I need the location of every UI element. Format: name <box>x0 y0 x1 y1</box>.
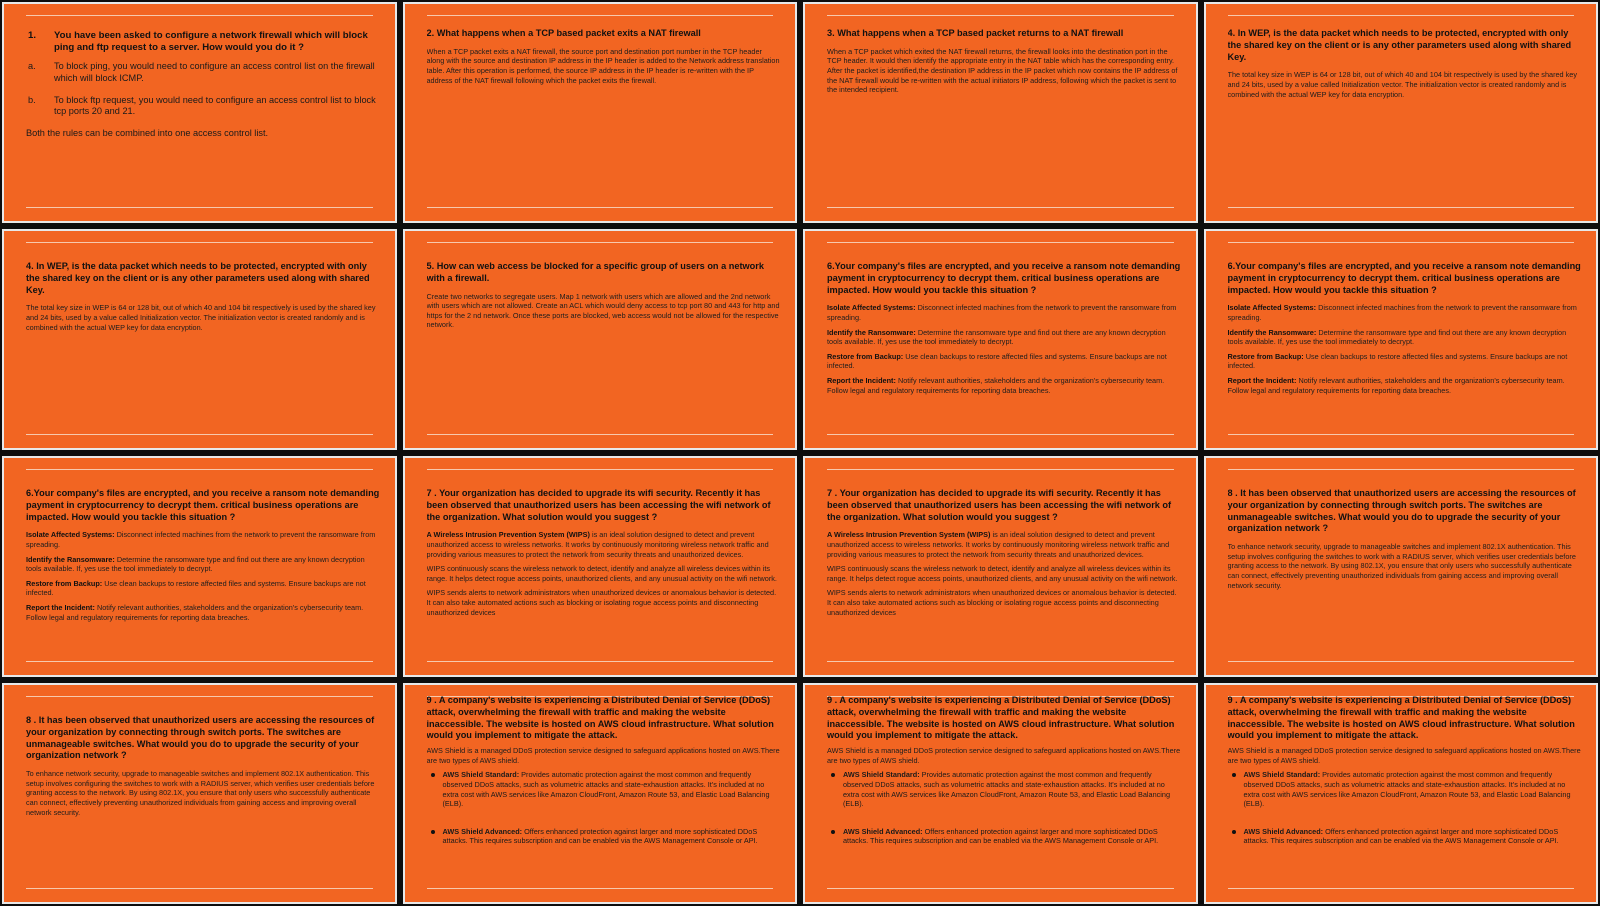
slide-title: 5. How can web access be blocked for a specific group of users on a network with a firewall. <box>426 261 764 283</box>
point-4: Report the Incident: Notify relevant authorities, stakeholders and the organization's cybersecurity team. Follow legal and regulatory requirements for reporting data breaches. <box>827 375 1165 395</box>
slide-body: To enhance network security, upgrade to manageable switches and implement 802.1X authentication. This setup involves configuring the switches to work with a RADIUS server, which verifies user credentials before granting access to the network. By using 802.1X, you ensure that only users who successfully authenticate can connect, effectively preventing unauthorized individuals from gaining access and improving overall network security. <box>26 769 375 817</box>
slide-title: 2. What happens when a TCP based packet exits a NAT firewall <box>426 28 701 38</box>
slide-title: 6.Your company's files are encrypted, and you receive a ransom note demanding payment in cryptocurrency to decrypt them. critical business operations are impacted. How would you tackle this situation ? <box>827 261 1181 295</box>
bottom-rule <box>827 434 1174 435</box>
bottom-rule <box>827 661 1174 662</box>
top-rule <box>427 242 774 243</box>
bottom-rule <box>427 888 774 889</box>
bullet-2: AWS Shield Advanced: Offers enhanced protection against larger and more sophisticated DDoS attacks. This requires subscription and can be enabled via the AWS Management Console or API. <box>1228 827 1583 846</box>
slide-intro: AWS Shield is a managed DDoS protection service designed to safeguard applications hosted on AWS.There are two types of AWS shield. <box>426 746 780 765</box>
top-rule <box>26 242 373 243</box>
top-rule <box>827 469 1174 470</box>
bullet-1: AWS Shield Standard: Provides automatic protection against the most common and frequently observed DDoS attacks, such as volumetric attacks and state-exhaustion attacks. It's included at no extra cost with AWS services like Amazon CloudFront, Amazon Route 53, and Elastic Load Balancing (ELB). <box>827 770 1182 808</box>
bottom-rule <box>427 434 774 435</box>
point-1: A Wireless Intrusion Prevention System (WIPS) is an ideal solution designed to detect and prevent unauthorized access to wireless networks. It works by continuously monitoring wireless network traffic and providing various measures to protect the network from security threats and unauthorized devices. <box>426 530 769 559</box>
slide-9[interactable] <box>2 456 397 677</box>
slide-title: 3. What happens when a TCP based packet returns to a NAT firewall <box>827 28 1124 38</box>
answer-item-a: a. To block ping, you would need to configure an access control list on the firewall which will block ICMP. <box>28 61 375 83</box>
point-1: Isolate Affected Systems: Disconnect infected machines from the network to prevent the ransomware from spreading. <box>827 303 1177 322</box>
bottom-rule <box>827 888 1174 889</box>
bottom-rule <box>1228 434 1575 435</box>
slide-grid <box>2 2 1598 904</box>
slide-title: 6.Your company's files are encrypted, and you receive a ransom note demanding payment in cryptocurrency to decrypt them. critical business operations are impacted. How would you tackle this situation ? <box>1227 261 1581 295</box>
slide-11[interactable] <box>803 456 1198 677</box>
slide-8[interactable] <box>1204 229 1599 450</box>
slide-intro: AWS Shield is a managed DDoS protection service designed to safeguard applications hosted on AWS.There are two types of AWS shield. <box>1227 746 1581 765</box>
slide-body: To enhance network security, upgrade to manageable switches and implement 802.1X authentication. This setup involves configuring the switches to work with a RADIUS server, which verifies user credentials before granting access to the network. By using 802.1X, you ensure that only users who successfully authenticate can connect, effectively preventing unauthorized individuals from gaining access and improving overall network security. <box>1227 542 1576 590</box>
bottom-rule <box>427 661 774 662</box>
point-2: WIPS continuously scans the wireless network to detect, identify and analyze all wireless devices within its range. It helps detect rogue access points, unauthorized clients, and any unusual activity on the wifi network. <box>426 564 777 583</box>
slide-intro: AWS Shield is a managed DDoS protection service designed to safeguard applications hosted on AWS.There are two types of AWS shield. <box>827 746 1181 765</box>
point-3: Restore from Backup: Use clean backups to restore affected files and systems. Ensure backups are not infected. <box>1227 351 1568 371</box>
answer-item-b: b. To block ftp request, you would need to configure an access control list to block tcp ports 20 and 21. <box>28 94 376 117</box>
slide-15[interactable] <box>803 683 1198 904</box>
bottom-rule <box>26 661 373 662</box>
slide-14[interactable] <box>403 683 798 904</box>
slide-1[interactable] <box>2 2 397 223</box>
point-1: A Wireless Intrusion Prevention System (WIPS) is an ideal solution designed to detect and prevent unauthorized access to wireless networks. It works by continuously monitoring wireless network traffic and providing various measures to protect the network from security threats and unauthorized devices. <box>827 530 1170 559</box>
top-rule <box>1228 15 1575 16</box>
point-4: Report the Incident: Notify relevant authorities, stakeholders and the organization's cybersecurity team. Follow legal and regulatory requirements for reporting data breaches. <box>26 602 364 622</box>
slide-title: 7 . Your organization has decided to upgrade its wifi security. Recently it has been observed that unauthorized users has been accessing the wifi network of the organization. What solution would you suggest ? <box>827 488 1172 522</box>
slide-12[interactable] <box>1204 456 1599 677</box>
bottom-rule <box>1228 661 1575 662</box>
slide-body: Create two networks to segregate users. Map 1 network with users which are allowed and the 2nd network with users which are not allowed. Create an ACL which would deny access to tcp port 80 and 443 for http and https for the 2 nd network. Once these ports are blocked, web access would not be allowed for the respective network. <box>426 291 780 330</box>
bottom-rule <box>26 434 373 435</box>
point-2: Identify the Ransomware: Determine the ransomware type and find out there are any known decryption tools available. If, yes use the tool immediately to decrypt. <box>1227 327 1567 347</box>
title-number: 1. <box>28 30 37 41</box>
top-rule <box>26 469 373 470</box>
bottom-rule <box>26 207 373 208</box>
point-3: WIPS sends alerts to network administrators when unauthorized devices or anomalous behavior is detected. It can also take automated actions such as blocking or isolating rogue access points and disconnecting unauthorized devices <box>827 588 1177 617</box>
bullet-2: AWS Shield Advanced: Offers enhanced protection against larger and more sophisticated DDoS attacks. This requires subscription and can be enabled via the AWS Management Console or API. <box>427 827 782 846</box>
slide-3[interactable] <box>803 2 1198 223</box>
bottom-rule <box>427 207 774 208</box>
slide-body: When a TCP packet which exited the NAT firewall returns, the firewall looks into the destination port in the TCP header. It would then identify the appropriate entry in the NAT table which has the corresponding entry. After the packet is identified,the destination IP address in the IP packet which now contains the IP address of the NAT firewall would be re-written with the actual initiators IP address, following which the packet is sent to the intended recipient. <box>827 46 1178 95</box>
slide-7[interactable] <box>803 229 1198 450</box>
top-rule <box>26 15 373 16</box>
bottom-rule <box>827 207 1174 208</box>
slide-5[interactable] <box>2 229 397 450</box>
slide-2[interactable] <box>403 2 798 223</box>
bottom-rule <box>26 888 373 889</box>
bottom-rule <box>1228 888 1575 889</box>
slide-body: When a TCP packet exits a NAT firewall, the source port and destination port number in the TCP header along with the source and destination IP address in the IP header is added to the Network address translation table. After this operation is performed, the source IP address in the IP header is re-written with the IP address of the NAT firewall following which the packet exits the firewall. <box>426 46 780 85</box>
bullet-2: AWS Shield Advanced: Offers enhanced protection against larger and more sophisticated DDoS attacks. This requires subscription and can be enabled via the AWS Management Console or API. <box>827 827 1182 846</box>
slide-13[interactable] <box>2 683 397 904</box>
slide-body: The total key size in WEP is 64 or 128 bit, out of which 40 and 104 bit respectively is used by the shared key and 24 bits, used by a value called Initialization vector. The initialization vector is created randomly and is combined with the actual WEP key for data encryption. <box>26 303 376 332</box>
slide-title: 6.Your company's files are encrypted, and you receive a ransom note demanding payment in cryptocurrency to decrypt them. critical business operations are impacted. How would you tackle this situation ? <box>26 488 380 522</box>
point-3: Restore from Backup: Use clean backups to restore affected files and systems. Ensure backups are not infected. <box>827 351 1167 371</box>
top-rule <box>827 15 1174 16</box>
top-rule <box>427 469 774 470</box>
slide-title: 7 . Your organization has decided to upgrade its wifi security. Recently it has been observed that unauthorized users has been accessing the wifi network of the organization. What solution would you suggest ? <box>426 488 771 522</box>
top-rule <box>1228 242 1575 243</box>
point-1: Isolate Affected Systems: Disconnect infected machines from the network to prevent the ransomware from spreading. <box>1227 303 1577 322</box>
point-3: WIPS sends alerts to network administrators when unauthorized devices or anomalous behavior is detected. It can also take automated actions such as blocking or isolating rogue access points and disconnecting unauthorized devices <box>426 588 777 617</box>
slide-title: 9 . A company's website is experiencing a Distributed Denial of Service (DDoS) attack, overwhelming the firewall with traffic and making the website inaccessible. The website is hosted on AWS cloud infrastructure. What solution would you implement to mitigate the attack. <box>827 695 1175 741</box>
bottom-rule <box>1228 207 1575 208</box>
bullet-1: AWS Shield Standard: Provides automatic protection against the most common and frequently observed DDoS attacks, such as volumetric attacks and state-exhaustion attacks. It's included at no extra cost with AWS services like Amazon CloudFront, Amazon Route 53, and Elastic Load Balancing (ELB). <box>427 770 782 808</box>
slide-title: 9 . A company's website is experiencing a Distributed Denial of Service (DDoS) attack, overwhelming the firewall with traffic and making the website inaccessible. The website is hosted on AWS cloud infrastructure. What solution would you implement to mitigate the attack. <box>426 695 774 741</box>
point-1: Isolate Affected Systems: Disconnect infected machines from the network to prevent the ransomware from spreading. <box>26 530 376 549</box>
slide-title: 4. In WEP, is the data packet which needs to be protected, encrypted with only the shared key on the client or is any other parameters used along with shared Key. <box>26 261 370 295</box>
slide-10[interactable] <box>403 456 798 677</box>
slide-4[interactable] <box>1204 2 1599 223</box>
top-rule <box>1228 469 1575 470</box>
answer-footer: Both the rules can be combined into one access control list. <box>26 128 269 139</box>
slide-title: 1. You have been asked to configure a network firewall which will block ping and ftp request to a server. How would you do it ? <box>28 30 368 53</box>
slide-title: 8 . It has been observed that unauthorized users are accessing the resources of your organization by connecting through switch ports. The switches are unmanageable switches. What would you do to upgrade the security of your organization network ? <box>26 715 375 761</box>
bullet-1: AWS Shield Standard: Provides automatic protection against the most common and frequently observed DDoS attacks, such as volumetric attacks and state-exhaustion attacks. It's included at no extra cost with AWS services like Amazon CloudFront, Amazon Route 53, and Elastic Load Balancing (ELB). <box>1228 770 1583 808</box>
slide-body: The total key size in WEP is 64 or 128 bit, out of which 40 and 104 bit respectively is used by the shared key and 24 bits, used by a value called Initialization vector. The initialization vector is created randomly and is combined with the actual WEP key for data encryption. <box>1227 70 1577 99</box>
point-2: Identify the Ransomware: Determine the ransomware type and find out there are any known decryption tools available. If, yes use the tool immediately to decrypt. <box>827 327 1166 347</box>
slide-16[interactable] <box>1204 683 1599 904</box>
top-rule <box>427 15 774 16</box>
slide-6[interactable] <box>403 229 798 450</box>
point-2: Identify the Ransomware: Determine the ransomware type and find out there are any known decryption tools available. If, yes use the tool immediately to decrypt. <box>26 554 365 574</box>
point-4: Report the Incident: Notify relevant authorities, stakeholders and the organization's cybersecurity team. Follow legal and regulatory requirements for reporting data breaches. <box>1227 375 1565 395</box>
slide-title: 8 . It has been observed that unauthorized users are accessing the resources of your organization by connecting through switch ports. The switches are unmanageable switches. What would you do to upgrade the security of your organization network ? <box>1227 488 1576 534</box>
top-rule <box>827 242 1174 243</box>
top-rule <box>26 696 373 697</box>
point-2: WIPS continuously scans the wireless network to detect, identify and analyze all wireless devices within its range. It helps detect rogue access points, unauthorized clients, and any unusual activity on the wifi network. <box>827 564 1178 583</box>
slide-title: 4. In WEP, is the data packet which needs to be protected, encrypted with only the shared key on the client or is any other parameters used along with shared Key. <box>1227 28 1572 62</box>
slide-title: 9 . A company's website is experiencing a Distributed Denial of Service (DDoS) attack, overwhelming the firewall with traffic and making the website inaccessible. The website is hosted on AWS cloud infrastructure. What solution would you implement to mitigate the attack. <box>1227 695 1575 741</box>
point-3: Restore from Backup: Use clean backups to restore affected files and systems. Ensure backups are not infected. <box>26 578 366 598</box>
